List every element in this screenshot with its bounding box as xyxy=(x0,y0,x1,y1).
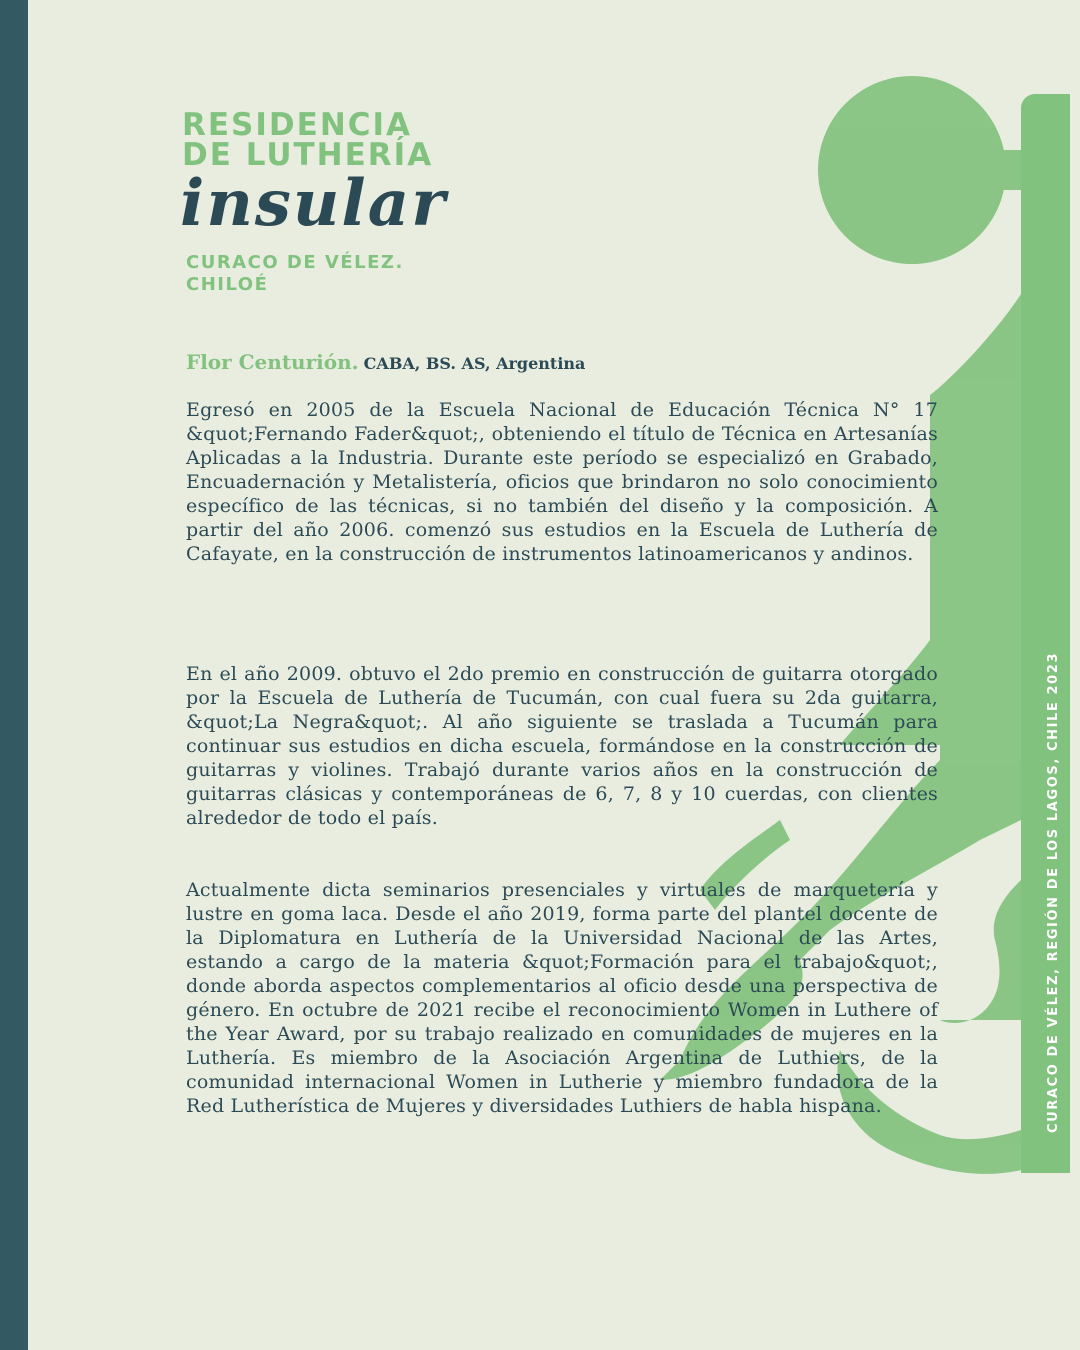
vertical-location-caption: CURACO DE VÉLEZ, REGIÓN DE LOS LAGOS, CHILE 2023 xyxy=(1046,651,1061,1133)
decorative-body-curve xyxy=(940,880,1021,1023)
title-de-lutheria: DE LUTHERÍA xyxy=(182,137,434,173)
bio-paragraph-3: Actualmente dicta seminarios presenciales y virtuales de marquetería y lustre en goma laca. Desde el año 2019, forma parte del plantel docente de la Diplomatura en Luthería de la Universidad Nacional de las Artes, estando a cargo de la materia &quot;Formación para el trabajo&quot;, donde aborda aspectos complementarios al oficio desde una perspectiva de género. En octubre de 2021 recibe el reconocimiento Women in Luthere of the Year Award, por su trabajo realizado en comunidades de mujeres en la Luthería. Es miembro de la Asociación Argentina de Luthiers, de la comunidad internacional Women in Lutherie y miembro fundadora de la Red Lutherística de Mujeres y diversidades Luthiers de habla hispana. xyxy=(186,879,938,1117)
decorative-circle xyxy=(818,76,1006,264)
bio-paragraph-2: En el año 2009. obtuvo el 2do premio en construcción de guitarra otorgado por la Escuela de Luthería de Tucumán, con cual fuera su 2da guitarra, &quot;La Negra&quot;. Al año siguiente se traslada a Tucumán para continuar sus estudios en dicha escuela, formándose en la construcción de guitarras y violines. Trabajó durante varios años en la construcción de guitarras clásicas y contemporáneas de 6, 7, 8 y 10 cuerdas, con clientes alrededor de todo el país. xyxy=(186,663,938,829)
location-line-2: CHILOÉ xyxy=(186,274,269,295)
author-heading xyxy=(186,350,585,374)
location-line-1: CURACO DE VÉLEZ. xyxy=(186,252,404,273)
title-residencia: RESIDENCIA xyxy=(182,107,413,143)
title-insular: insular xyxy=(180,166,447,241)
bio-paragraph-1: Egresó en 2005 de la Escuela Nacional de Educación Técnica N° 17 &quot;Fernando Fader&quot;, obteniendo el título de Técnica en Artesanías Aplicadas a la Industria. Durante este período se especializó en Grabado, Encuadernación y Metalistería, oficios que brindaron no solo conocimiento específico de las técnicas, si no también del diseño y la composición. A partir del año 2006. comenzó sus estudios en la Escuela de Luthería de Cafayate, en la construcción de instrumentos latinoamericanos y andinos. xyxy=(186,399,938,565)
author-name: Flor Centurión. xyxy=(186,350,359,374)
author-origin: CABA, BS. AS, Argentina xyxy=(363,354,586,373)
